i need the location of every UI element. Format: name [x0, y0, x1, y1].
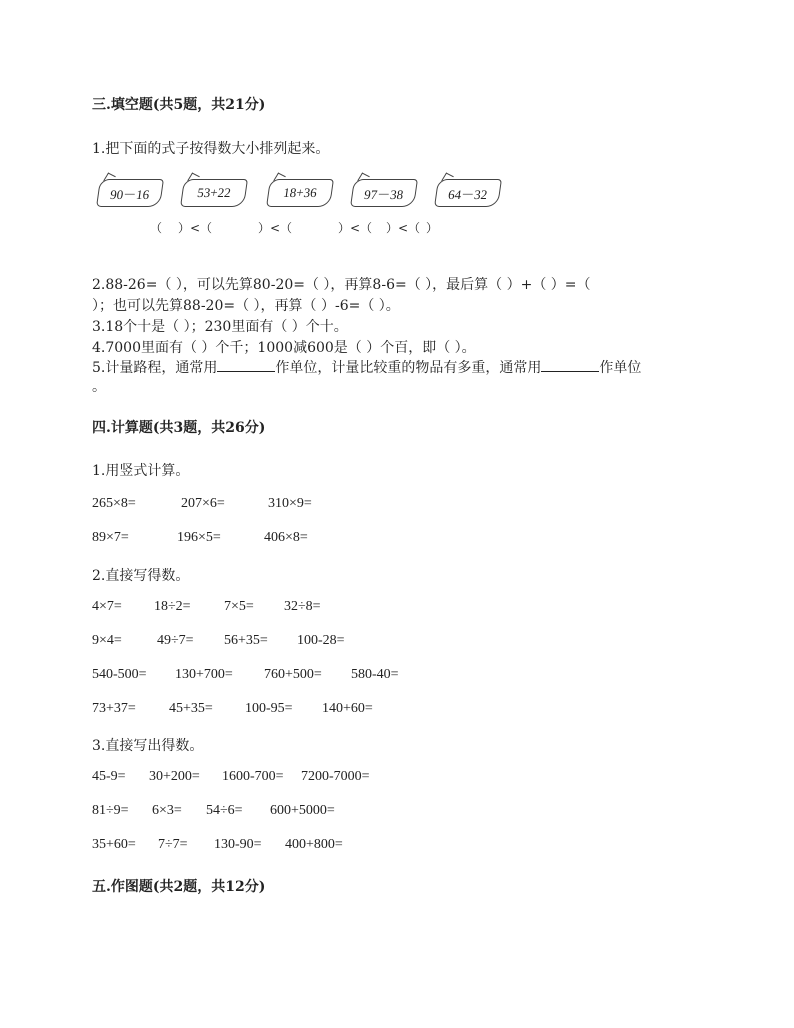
comparison-segment: ）<（: [338, 221, 373, 235]
calc-item: 89×7=: [92, 530, 129, 545]
calc-item: 100-95=: [245, 701, 293, 716]
calc-item: 6×3=: [152, 803, 182, 818]
calc-item: 140+60=: [322, 701, 373, 716]
calc-item: 130-90=: [214, 837, 262, 852]
calc-item: 4×7=: [92, 599, 122, 614]
question-3-2-line-2: ）；也可以先算88-20=（ ），再算（ ）-6=（ ）。: [92, 298, 400, 314]
calc-item: 760+500=: [264, 667, 322, 682]
question-3-3: 3.18个十是（ ）；230里面有（ ）个十。: [92, 319, 348, 335]
question-4-3-title: 3.直接写出得数。: [92, 738, 204, 754]
question-3-5: [92, 357, 641, 377]
question-3-5-part-1: 5.计量路程，通常用: [92, 360, 218, 376]
calc-item: 73+37=: [92, 701, 136, 716]
calc-item: 207×6=: [181, 496, 225, 511]
answer-blank[interactable]: [541, 359, 599, 372]
question-3-5-end: 。: [92, 379, 106, 395]
calc-item: 196×5=: [177, 530, 221, 545]
calc-item: 130+700=: [175, 667, 233, 682]
calc-item: 32÷8=: [284, 599, 321, 614]
calc-item: 45+35=: [169, 701, 213, 716]
calc-item: 7×5=: [224, 599, 254, 614]
question-3-4: 4.7000里面有（ ）个千；1000减600是（ ）个百，即（ ）。: [92, 340, 476, 356]
calc-item: 56+35=: [224, 633, 268, 648]
calc-item: 600+5000=: [270, 803, 335, 818]
question-3-2-line-1: 2.88-26=（ ），可以先算80-20=（ ），再算8-6=（ ），最后算（ ）+（ ）=（: [92, 277, 591, 293]
comparison-segment: ）<（: [178, 221, 213, 235]
calc-item: 310×9=: [268, 496, 312, 511]
calc-item: 7÷7=: [158, 837, 188, 852]
calc-item: 1600-700=: [222, 769, 284, 784]
calc-item: 35+60=: [92, 837, 136, 852]
expression-card: 90－16: [96, 179, 164, 207]
question-4-1-title: 1.用竖式计算。: [92, 463, 190, 479]
section-4-heading: 四.计算题(共3题，共26分): [92, 420, 266, 436]
expression-card: 64－32: [434, 179, 502, 207]
comparison-segment: ）<（: [386, 221, 421, 235]
calc-item: 30+200=: [149, 769, 200, 784]
expression-card: 97－38: [350, 179, 418, 207]
expression-card: 53+22: [180, 179, 248, 207]
calc-item: 540-500=: [92, 667, 147, 682]
question-3-5-part-3: 作单位: [599, 360, 642, 376]
calc-item: 400+800=: [285, 837, 343, 852]
expression-card: 18+36: [266, 179, 334, 207]
calc-item: 265×8=: [92, 496, 136, 511]
calc-item: 49÷7=: [157, 633, 194, 648]
section-3-heading: 三.填空题(共5题，共21分): [92, 97, 266, 113]
calc-item: 18÷2=: [154, 599, 191, 614]
question-3-1-text: 1.把下面的式子按得数大小排列起来。: [92, 141, 330, 157]
comparison-segment: ）<（: [258, 221, 293, 235]
answer-blank[interactable]: [217, 359, 275, 372]
calc-item: 7200-7000=: [301, 769, 370, 784]
calc-item: 54÷6=: [206, 803, 243, 818]
section-5-heading: 五.作图题(共2题，共12分): [92, 879, 266, 895]
calc-item: 45-9=: [92, 769, 126, 784]
calc-item: 9×4=: [92, 633, 122, 648]
calc-item: 406×8=: [264, 530, 308, 545]
question-3-5-part-2: 作单位，计量比较重的物品有多重，通常用: [275, 360, 542, 376]
question-4-2-title: 2.直接写得数。: [92, 568, 190, 584]
comparison-segment: ）: [426, 221, 439, 235]
calc-item: 81÷9=: [92, 803, 129, 818]
calc-item: 100-28=: [297, 633, 345, 648]
comparison-segment: （: [150, 221, 163, 235]
calc-item: 580-40=: [351, 667, 399, 682]
